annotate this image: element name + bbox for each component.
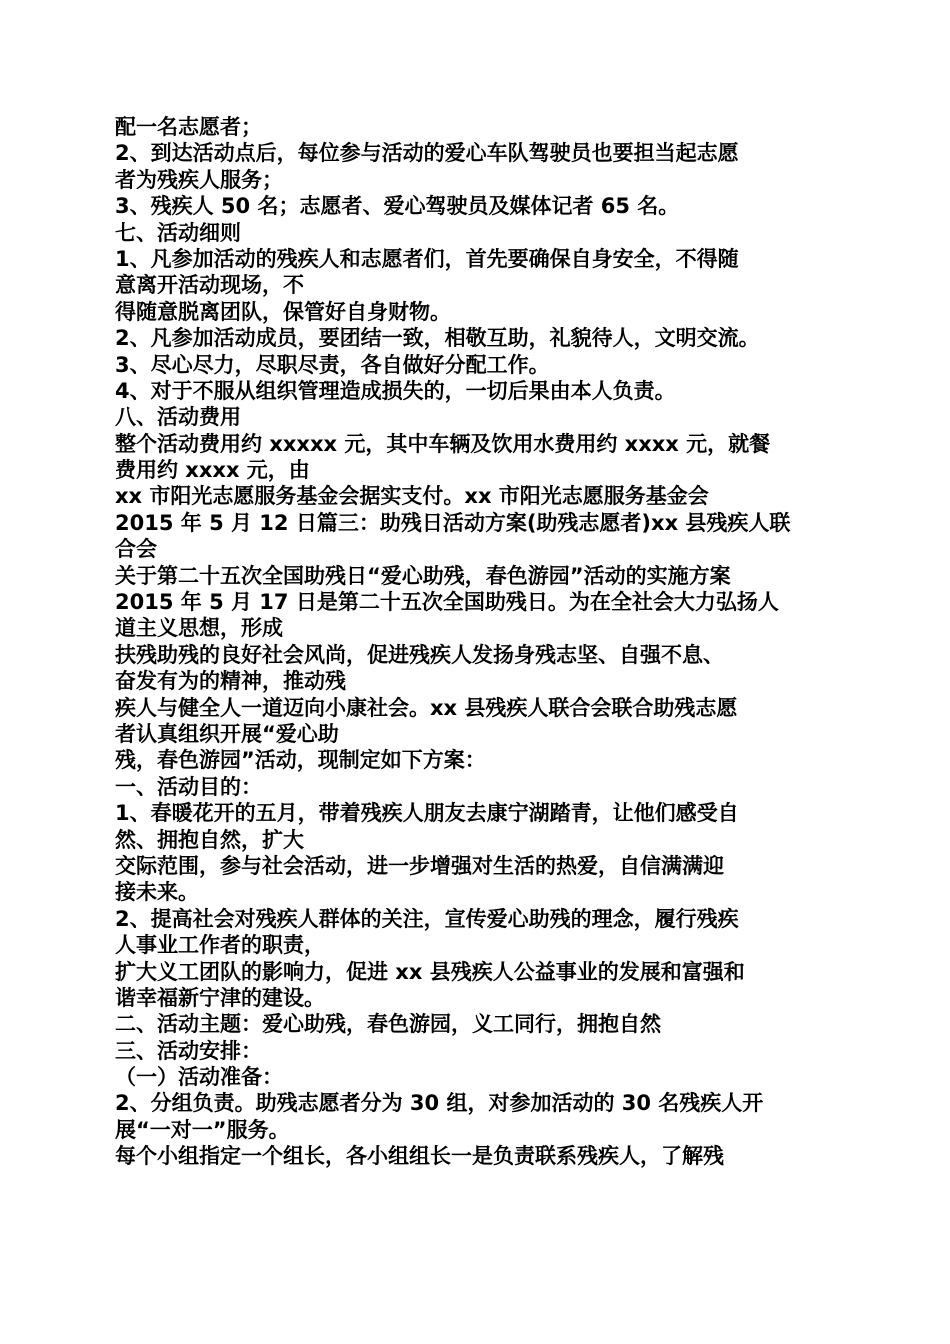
text-line: 4、对于不服从组织管理造成损失的，一切后果由本人负责。 [115,378,676,403]
text-line: 配一名志愿者； [115,115,262,139]
document-body [115,114,843,1170]
text-line: 残，春色游园”活动，现制定如下方案： [115,748,486,773]
text-line: 扩大义工团队的影响力，促进 xx 县残疾人公益事业的发展和富强和 [115,959,745,984]
document-title: 关于第二十五次全国助残日“爱心助残，春色游园”活动的实施方案 [115,563,731,588]
text-line: 接未来。 [115,880,199,905]
section-heading: 八、活动费用 [115,405,241,430]
text-line: 者为残疾人服务； [115,167,283,192]
text-line: 每个小组指定一个组长，各小组组长一是负责联系残疾人，了解残 [115,1144,724,1169]
text-line: 2、到达活动点后，每位参与活动的爱心车队驾驶员也要担当起志愿 [115,141,739,166]
text-line: 然、拥抱自然，扩大 [115,827,304,852]
text-line: 2、提高社会对残疾人群体的关注，宣传爱心助残的理念，履行残疾 [115,906,739,931]
text-line: 谐幸福新宁津的建设。 [115,985,325,1010]
text-line: 整个活动费用约 xxxxx 元，其中车辆及饮用水费用约 xxxx 元，就餐 [115,431,771,456]
section-heading: 二、活动主题：爱心助残，春色游园，义工同行，拥抱自然 [115,1012,661,1037]
text-line: 合会 [115,537,157,562]
text-line: 2015 年 5 月 17 日是第二十五次全国助残日。为在全社会大力弘扬人 [115,590,779,615]
text-line: 奋发有为的精神，推动残 [115,669,346,694]
text-line: 2、凡参加活动成员，要团结一致，相敬互助，礼貌待人，文明交流。 [115,326,760,351]
section-heading: 三、活动安排： [115,1038,262,1063]
text-line: 3、尽心尽力，尽职尽责，各自做好分配工作。 [115,352,550,377]
text-line: 展“一对一”服务。 [115,1117,290,1142]
text-line: 1、凡参加活动的残疾人和志愿者们，首先要确保自身安全，不得随 [115,246,739,271]
section-heading: 七、活动细则 [115,220,241,245]
text-line: 1、春暖花开的五月，带着残疾人朋友去康宁湖踏青，让他们感受自 [115,801,739,826]
text-line: 3、残疾人 50 名；志愿者、爱心驾驶员及媒体记者 65 名。 [115,194,680,219]
text-line: 人事业工作者的职责， [115,933,325,958]
section-heading: 一、活动目的： [115,774,262,799]
text-line: 交际范围，参与社会活动，进一步增强对生活的热爱，自信满满迎 [115,853,724,878]
text-line: 道主义思想，形成 [115,616,283,641]
text-line: 2015 年 5 月 12 日篇三：助残日活动方案(助残志愿者)xx 县残疾人联 [115,510,791,535]
text-line: 费用约 xxxx 元，由 [115,458,310,483]
text-line: 者认真组织开展“爱心助 [115,721,339,746]
subsection-heading: （一）活动准备： [115,1065,283,1090]
text-line: 意离开活动现场，不 [115,273,304,298]
text-line: 扶残助残的良好社会风尚，促进残疾人发扬身残志坚、自强不息、 [115,642,724,667]
text-line: 2、分组负责。助残志愿者分为 30 组，对参加活动的 30 名残疾人开 [115,1091,764,1116]
text-line: 得随意脱离团队，保管好自身财物。 [115,299,451,324]
text-line: xx 市阳光志愿服务基金会据实支付。xx 市阳光志愿服务基金会 [115,484,709,509]
text-line: 疾人与健全人一道迈向小康社会。xx 县残疾人联合会联合助残志愿 [115,695,738,720]
